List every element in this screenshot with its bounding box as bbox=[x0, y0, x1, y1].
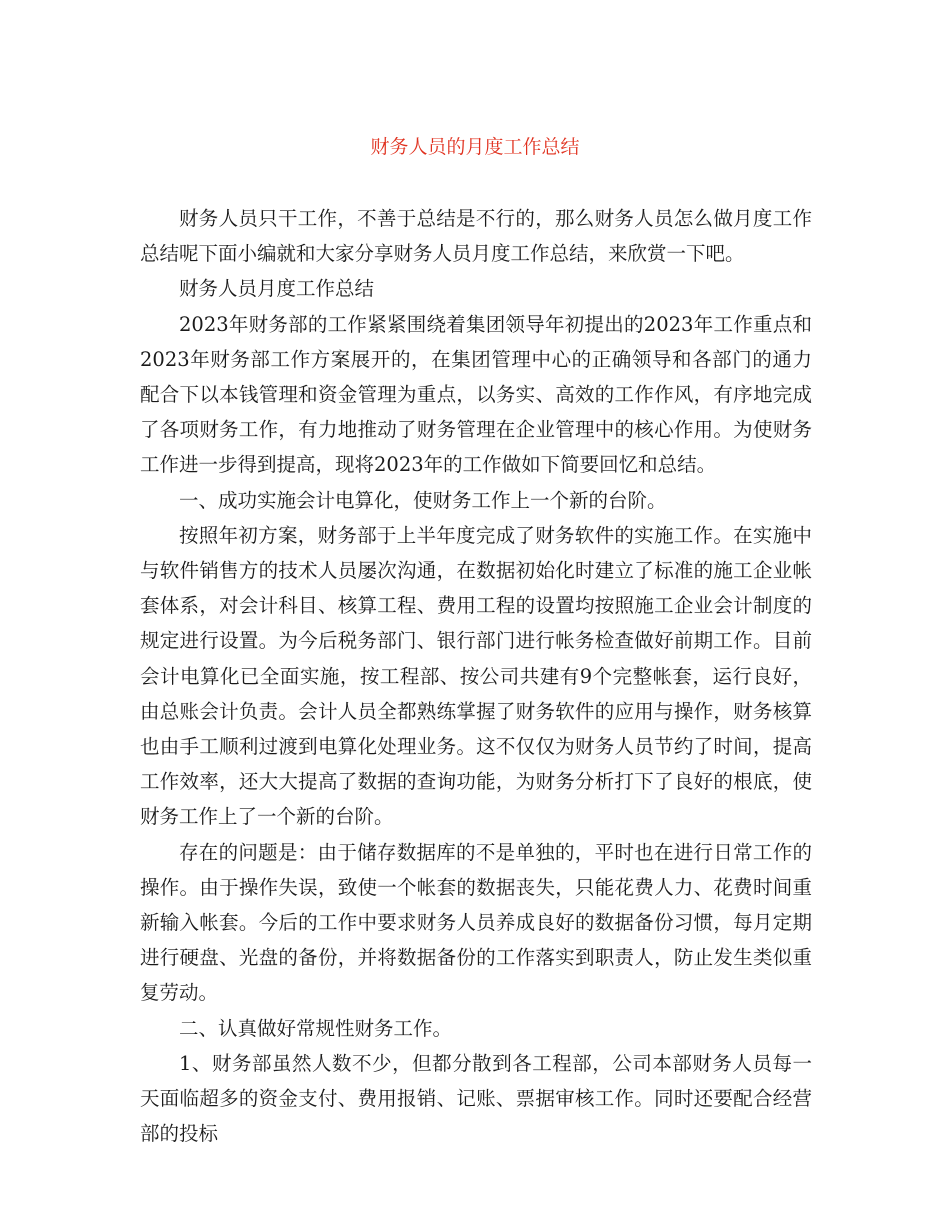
paragraph-problems: 存在的问题是：由于储存数据库的不是单独的，平时也在进行日常工作的操作。由于操作失误，致使一个帐套的数据丧失，只能花费人力、花费时间重新输入帐套。今后的工作中要求财务人员养成良好的数据备份习惯，每月定期进行硬盘、光盘的备份，并将数据备份的工作落实到职责人，防止发生类似重复劳动。 bbox=[140, 840, 812, 1005]
paragraph-intro: 财务人员只干工作，不善于总结是不行的，那么财务人员怎么做月度工作总结呢下面小编就和大家分享财务人员月度工作总结，来欣赏一下吧。 bbox=[140, 207, 812, 266]
section-heading-2: 二、认真做好常规性财务工作。 bbox=[179, 1016, 453, 1040]
section-heading-1: 一、成功实施会计电算化，使财务工作上一个新的台阶。 bbox=[179, 488, 667, 512]
paragraph-subtitle: 财务人员月度工作总结 bbox=[179, 277, 375, 301]
paragraph-section-1: 按照年初方案，财务部于上半年度完成了财务软件的实施工作。在实施中与软件销售方的技术人员屡次沟通，在数据初始化时建立了标准的施工企业帐套体系，对会计科目、核算工程、费用工程的设置均按照施工企业会计制度的规定进行设置。为今后税务部门、银行部门进行帐务检查做好前期工作。目前会计电算化已全面实施，按工程部、按公司共建有9个完整帐套，运行良好，由总账会计负责。会计人员全都熟练掌握了财务软件的应用与操作，财务核算也由手工顺利过渡到电算化处理业务。这不仅仅为财务人员节约了时间，提高工作效率，还大大提高了数据的查询功能，为财务分析打下了良好的根底，使财务工作上了一个新的台阶。 bbox=[140, 523, 812, 829]
paragraph-overview: 2023年财务部的工作紧紧围绕着集团领导年初提出的2023年工作重点和2023年财务部工作方案展开的，在集团管理中心的正确领导和各部门的通力配合下以本钱管理和资金管理为重点，以务实、高效的工作作风，有序地完成了各项财务工作，有力地推动了财务管理在企业管理中的核心作用。为使财务工作进一步得到提高，现将2023年的工作做如下简要回忆和总结。 bbox=[140, 312, 812, 477]
document-body bbox=[140, 201, 812, 1151]
document-title: 财务人员的月度工作总结 bbox=[370, 136, 580, 158]
paragraph-item-1: 1、财务部虽然人数不少，但都分散到各工程部，公司本部财务人员每一天面临超多的资金支付、费用报销、记账、票据审核工作。同时还要配合经营部的投标 bbox=[140, 1051, 812, 1146]
